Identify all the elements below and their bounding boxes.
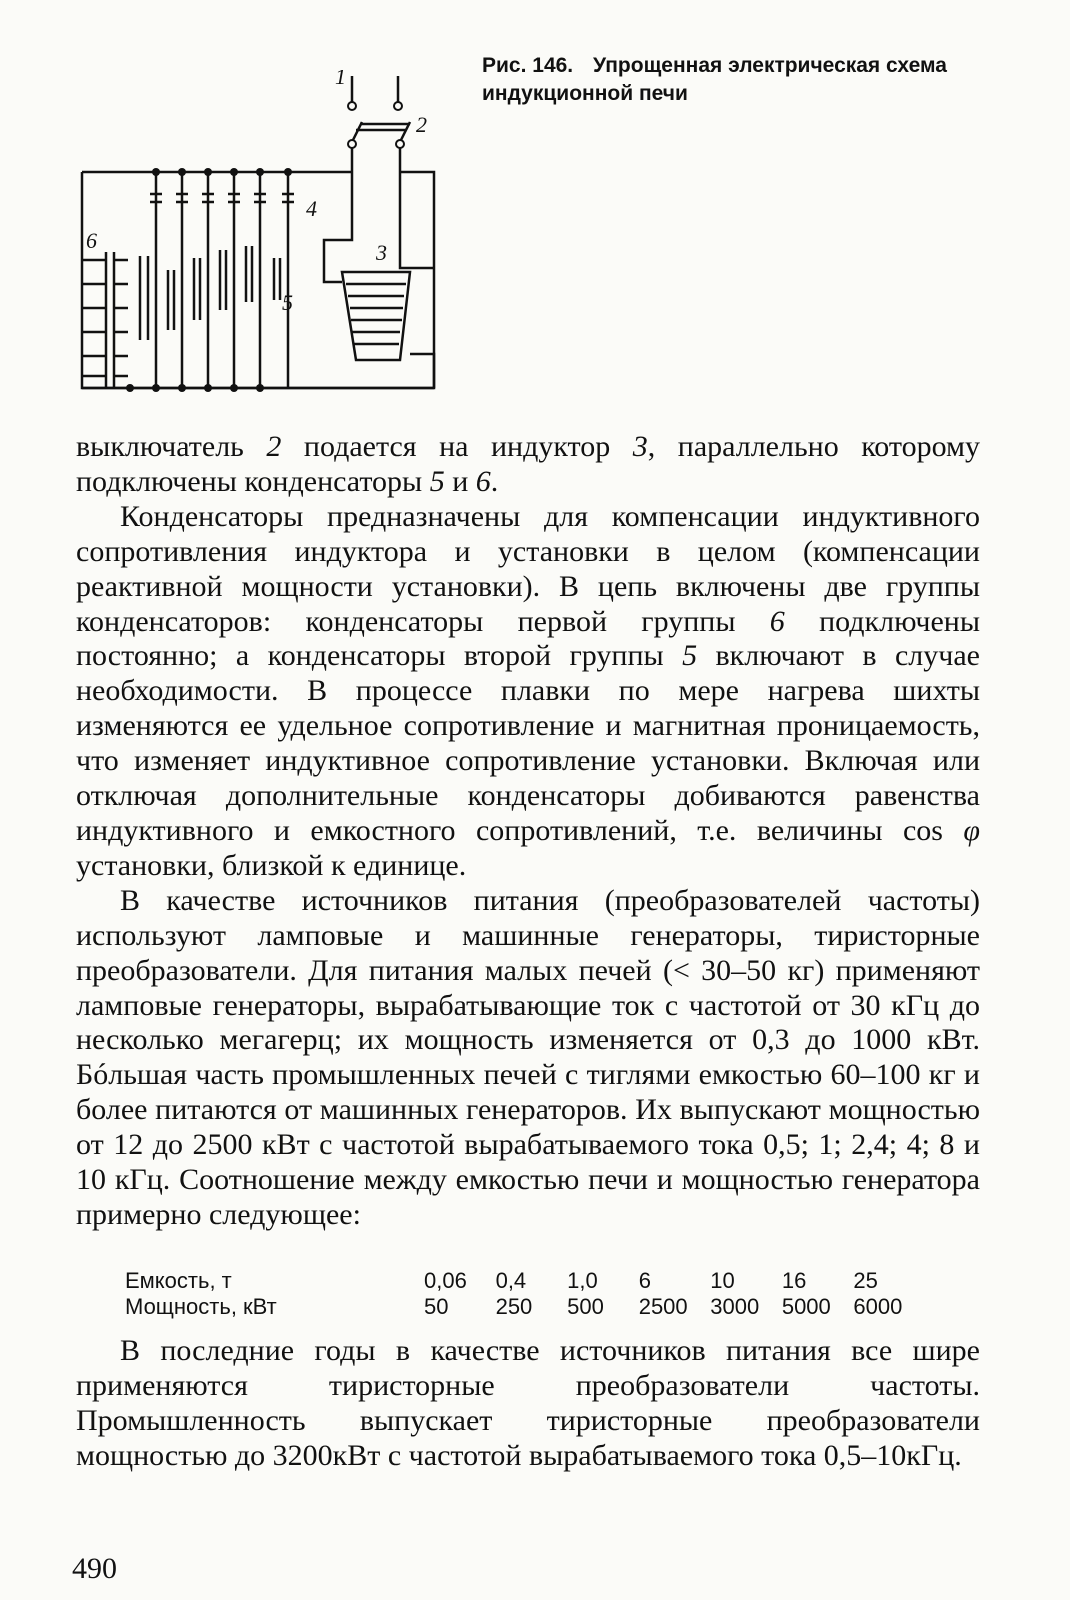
label-4: 4 <box>306 196 317 221</box>
circuit-diagram <box>70 70 450 410</box>
body-text <box>76 430 980 1233</box>
figure-caption <box>482 52 952 108</box>
circuit-svg <box>70 70 450 410</box>
label-3: 3 <box>376 240 387 265</box>
paragraph-2: Конденсаторы предназначены для компенсации индуктивного сопротивления индуктора и установки в целом (компенсации реактивной мощности установки). В цепь включены две группы конденсаторов: конденсаторы первой группы 6 подключены постоянно; а конденсаторы второй группы 5 включают в случае необходимости. В процессе плавки по мере нагрева шихты изменяются ее удельное сопротивление и магнитная проницаемость, что изменяет индуктивное сопротивление установки. Включая или отключая дополнительные конденсаторы добиваются равенства индуктивного и емкостного сопротивлений, т.е. величины cos φ установки, близкой к единице. <box>76 499 980 882</box>
table-row <box>125 1268 925 1294</box>
table-cell: 10 <box>710 1268 735 1293</box>
caption-number: Рис. 146. <box>482 54 574 77</box>
table-cell: 5000 <box>781 1294 831 1319</box>
table-cell: 1,0 <box>567 1268 598 1293</box>
table-cell: 2500 <box>638 1294 688 1319</box>
final-text <box>76 1334 980 1474</box>
table-cell: 250 <box>495 1294 533 1319</box>
table-cell: 6 <box>638 1268 651 1293</box>
label-1: 1 <box>335 70 346 89</box>
capacity-power-table <box>125 1268 925 1320</box>
paragraph-4: В последние годы в качестве источников питания все шире применяются тиристорные преобразователи частоты. Промышленность выпускает тиристорные преобразователи мощностью до 3200кВт с частотой вырабатываемого тока 0,5–10кГц. <box>76 1334 980 1472</box>
table-cell: 6000 <box>853 1294 903 1319</box>
table-cell: 500 <box>567 1294 604 1319</box>
row-label: Емкость, т <box>125 1268 232 1293</box>
table-cell: 25 <box>853 1268 878 1293</box>
label-6: 6 <box>86 228 97 253</box>
paragraph-1: выключатель 2 подается на индуктор 3, параллельно которому подключены конденсаторы 5 и 6. <box>76 430 980 498</box>
table-cell: 3000 <box>710 1294 760 1319</box>
table-cell: 0,4 <box>495 1268 527 1293</box>
row-label: Мощность, кВт <box>125 1294 277 1319</box>
label-2: 2 <box>416 112 427 137</box>
page-number: 490 <box>72 1552 117 1585</box>
label-5: 5 <box>282 290 293 315</box>
table-cell: 50 <box>424 1294 449 1319</box>
paragraph-3: В качестве источников питания (преобразователей частоты) используют ламповые и машинные генераторы, тиристорные преобразователи. Для питания малых печей (< 30–50 кг) применяют ламповые генераторы, вырабатывающие ток с частотой от 30 кГц до несколько мегагерц; их мощность изменяется от 0,3 до 1000 кВт. Бóльшая часть промышленных печей с тиглями емкостью 60–100 кг и более питаются от машинных генераторов. Их выпускают мощностью от 12 до 2500 кВт с частотой вырабатываемого тока 0,5; 1; 2,4; 4; 8 и 10 кГц. Соотношение между емкостью печи и мощностью генератора примерно следующее: <box>76 883 980 1231</box>
table-cell: 16 <box>781 1268 807 1293</box>
frame-wire <box>82 172 434 388</box>
caption-text: Упрощенная электрическая схема индукционной печи <box>482 54 947 105</box>
table-cell: 0,06 <box>424 1268 467 1293</box>
table-row <box>125 1294 925 1320</box>
